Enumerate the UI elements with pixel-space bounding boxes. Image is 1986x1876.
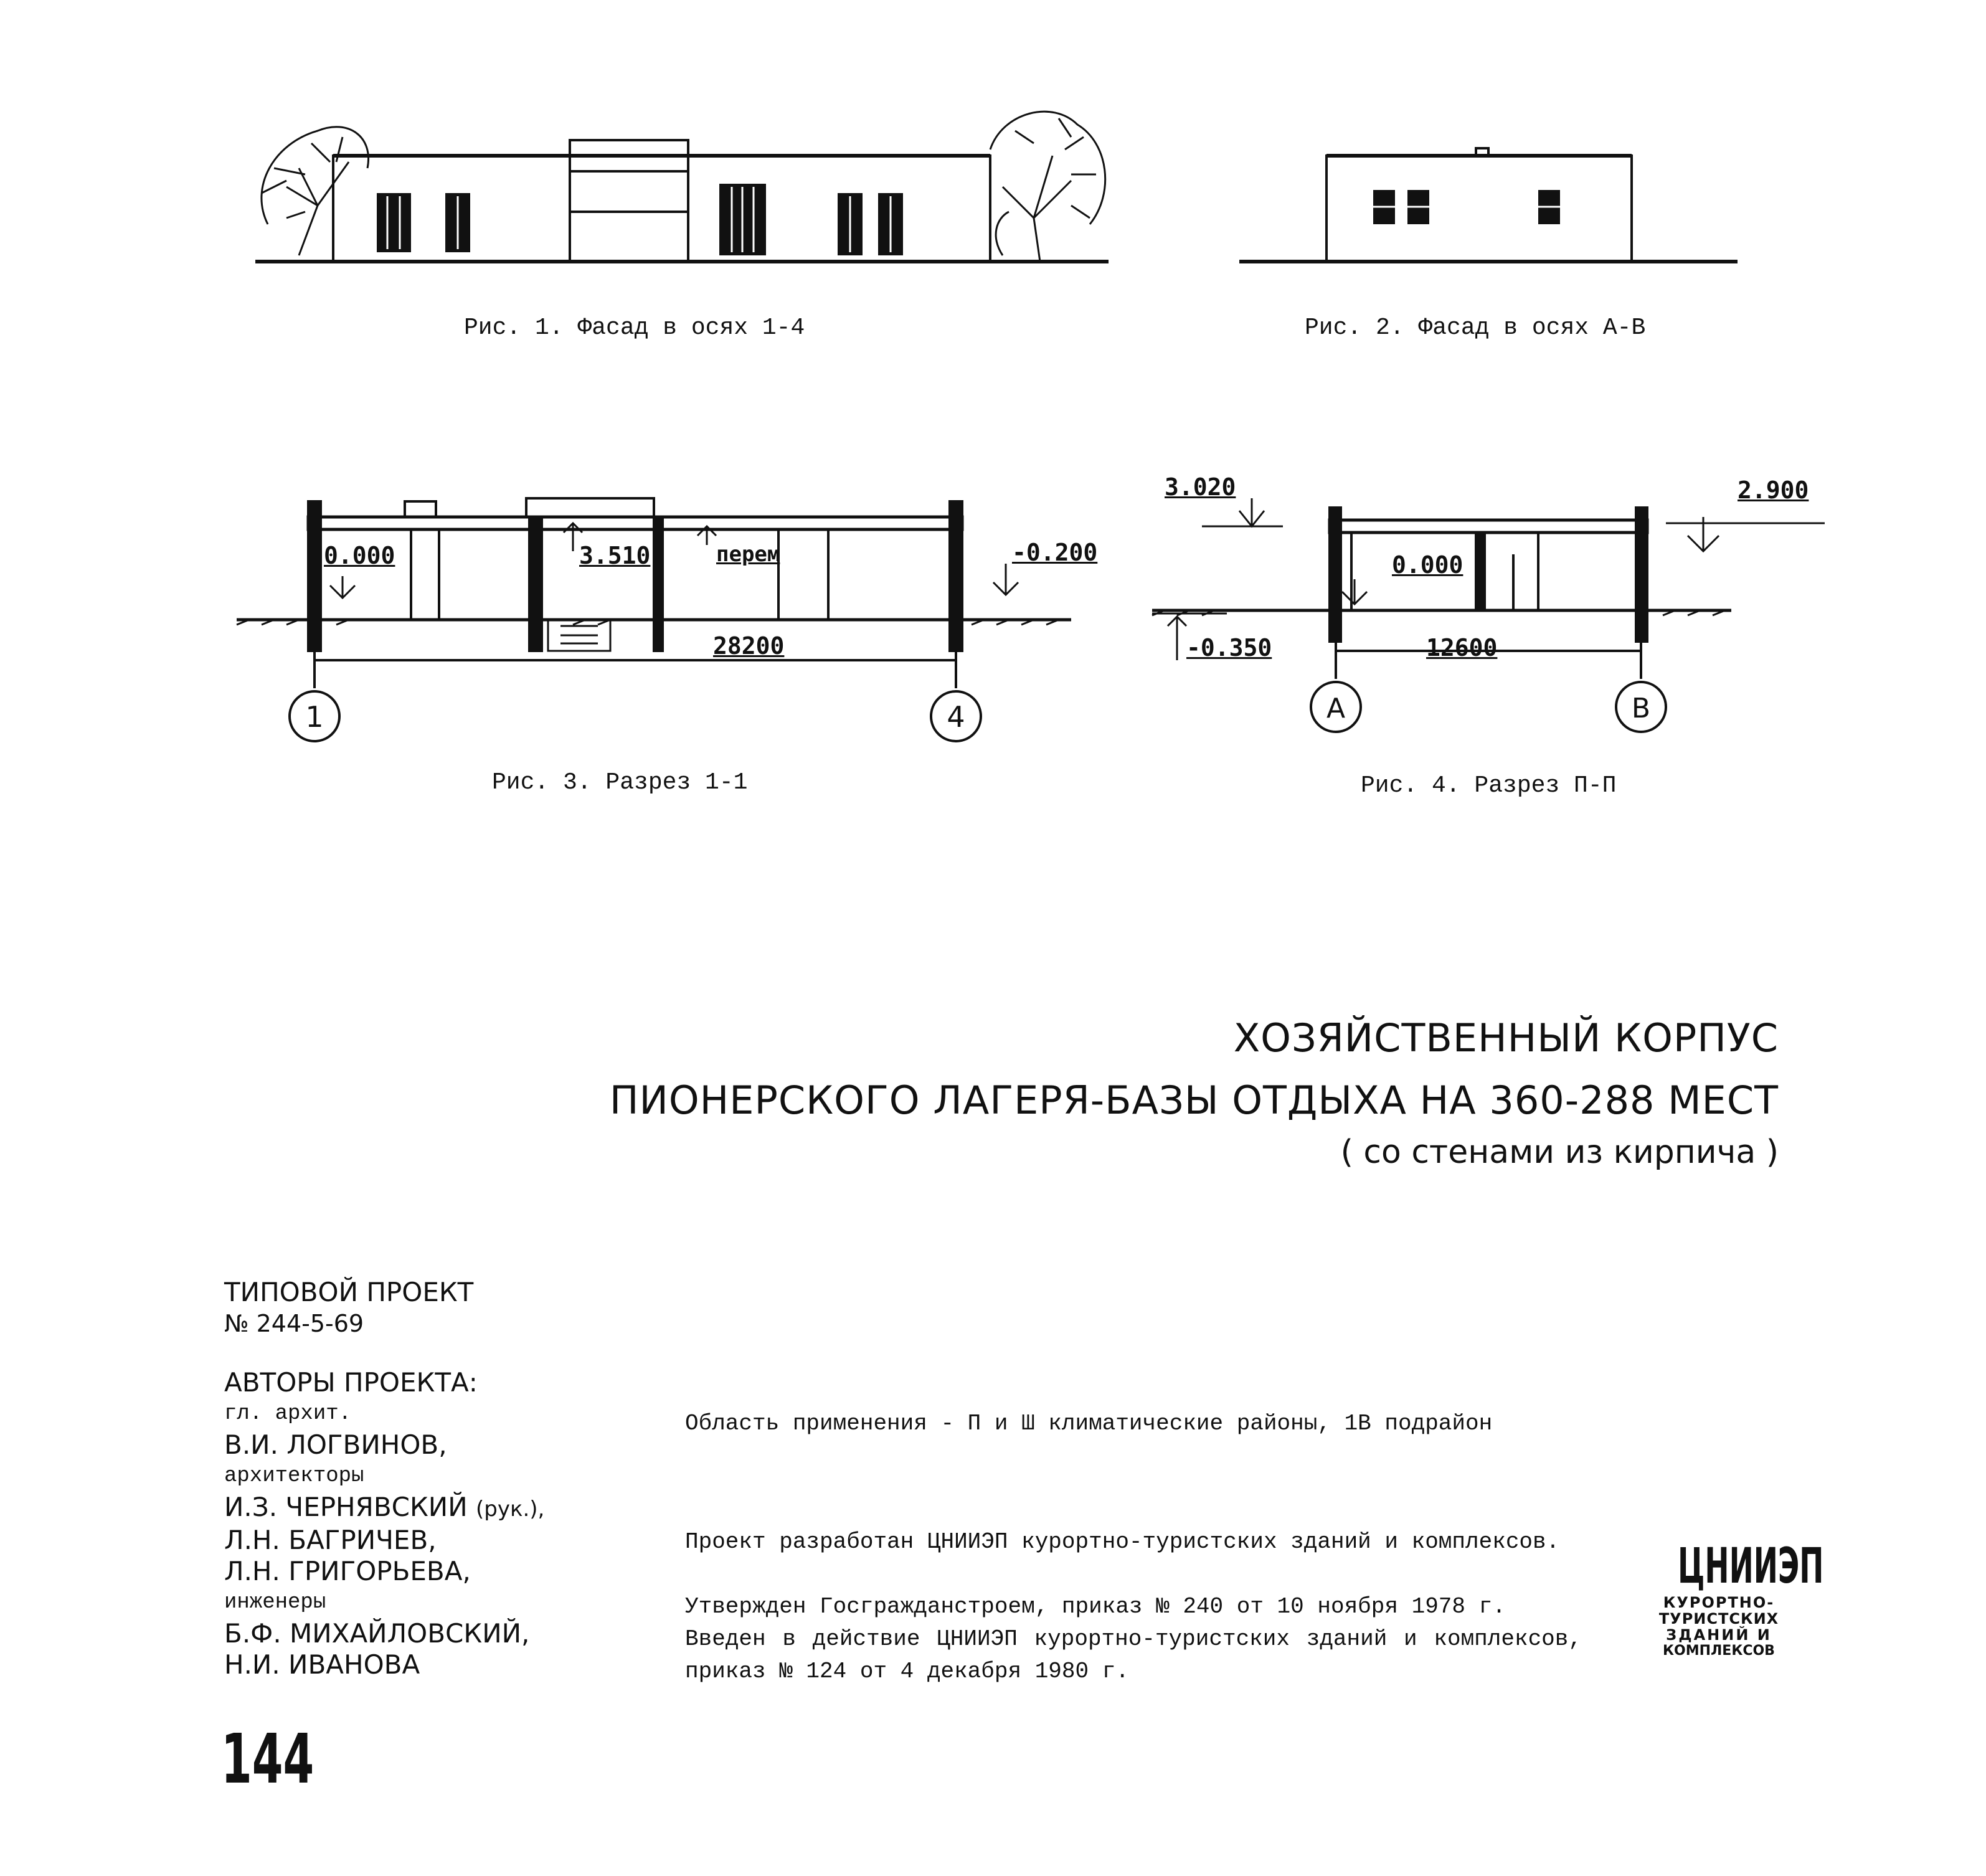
axis-label-4: 4 xyxy=(947,700,965,734)
author-architect-3: Л.Н. ГРИГОРЬЕВА, xyxy=(224,1556,471,1586)
authors-heading: АВТОРЫ ПРОЕКТА: xyxy=(224,1367,478,1398)
axis-label-v: В xyxy=(1631,693,1651,724)
author-note: (рук.), xyxy=(475,1497,545,1522)
project-number: № 244-5-69 xyxy=(224,1310,364,1337)
figure-3-section-1-1 xyxy=(224,483,1121,744)
tsniiep-logo xyxy=(1650,1538,1824,1659)
logo-line-3: ЗДАНИЙ И xyxy=(1666,1626,1772,1644)
approved-paragraph: Утвержден Госгражданстроем, приказ № 240 от 10 ноября 1978 г. xyxy=(685,1594,1506,1619)
author-engineer-2: Н.И. ИВАНОВА xyxy=(224,1649,420,1680)
figure-1-caption: Рис. 1. Фасад в осях 1-4 xyxy=(464,315,805,341)
level-3-020: 3.020 xyxy=(1165,473,1236,501)
title-line-1: ХОЗЯЙСТВЕННЫЙ КОРПУС xyxy=(1233,1015,1779,1061)
title-line-2: ПИОНЕРСКОГО ЛАГЕРЯ-БАЗЫ ОТДЫХА НА 360-288 МЕСТ xyxy=(609,1078,1779,1123)
axis-label-a: А xyxy=(1326,693,1346,724)
axis-label-1: 1 xyxy=(305,700,324,734)
level-2-900: 2.900 xyxy=(1738,476,1809,504)
figure-1-facade-1-4 xyxy=(224,93,1133,280)
logo-line-2: ТУРИСТСКИХ xyxy=(1658,1610,1779,1627)
level-minus-0-200: -0.200 xyxy=(1012,539,1098,566)
author-chief: В.И. ЛОГВИНОВ, xyxy=(224,1429,447,1460)
title-line-3: ( со стенами из кирпича ) xyxy=(1340,1134,1779,1171)
label-slab: перем xyxy=(716,542,780,567)
level-3-510: 3.510 xyxy=(579,542,651,569)
author-architect-2: Л.Н. БАГРИЧЕВ, xyxy=(224,1525,437,1555)
project-label: ТИПОВОЙ ПРОЕКТ xyxy=(224,1277,474,1307)
scope-paragraph: Область применения - П и Ш климатические районы, 1В подрайон xyxy=(685,1411,1493,1436)
role-engineers: инженеры xyxy=(224,1591,326,1614)
logo-main: ЦНИИЭП xyxy=(1678,1538,1824,1594)
level-0-000-section-1: 0.000 xyxy=(324,542,395,569)
figure-2-facade-a-v xyxy=(1233,137,1750,274)
level-0-000-section-2: 0.000 xyxy=(1392,551,1463,579)
dimension-28200: 28200 xyxy=(713,632,785,660)
project-block xyxy=(224,1277,473,1339)
author-architect-1: И.З. ЧЕРНЯВСКИЙ (рук.), xyxy=(224,1492,545,1522)
authors-block xyxy=(224,1367,544,1680)
logo-line-4: КОМПЛЕКСОВ xyxy=(1663,1643,1775,1659)
level-minus-0-350: -0.350 xyxy=(1186,634,1272,661)
dimension-12600: 12600 xyxy=(1426,634,1498,661)
developed-paragraph: Проект разработан ЦНИИЭП курортно-туристских зданий и комплексов. xyxy=(685,1529,1560,1555)
logo-line-1: КУРОРТНО- xyxy=(1663,1594,1775,1611)
author-engineer-1: Б.Ф. МИХАЙЛОВСКИЙ, xyxy=(224,1618,530,1649)
figure-4-caption: Рис. 4. Разрез П-П xyxy=(1361,772,1617,799)
figure-4-section-p-p xyxy=(1140,473,1843,760)
enacted-paragraph: Введен в действие ЦНИИЭП курортно-туристских зданий и комплексов, приказ № 124 от 4 декабря 1980 г. xyxy=(685,1626,1582,1684)
page-number: 144 xyxy=(221,1719,314,1799)
figure-3-caption: Рис. 3. Разрез 1-1 xyxy=(492,769,748,796)
role-chief: гл. архит. xyxy=(224,1402,352,1426)
figure-2-caption: Рис. 2. Фасад в осях А-В xyxy=(1305,315,1646,341)
role-architects: архитекторы xyxy=(224,1464,364,1488)
